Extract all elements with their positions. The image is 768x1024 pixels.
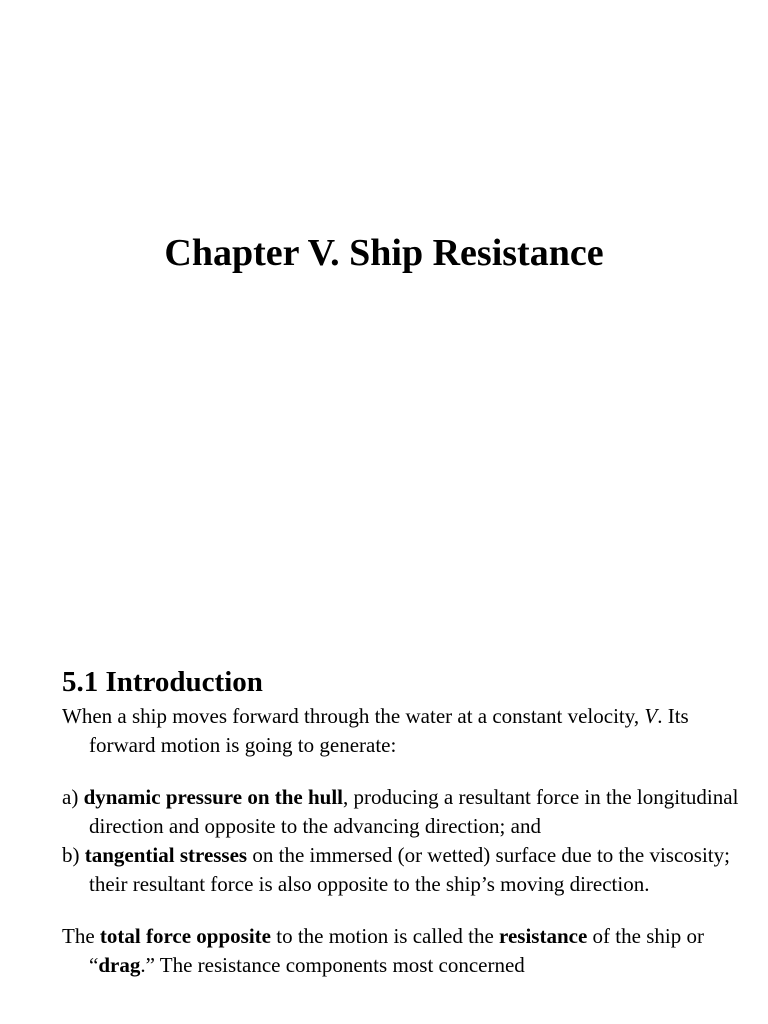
total-text-part4: .” The resistance components most concerned <box>140 953 525 977</box>
list-item-a-term: dynamic pressure on the hull <box>83 785 344 809</box>
list-item-a-text: , producing a resultant force in the longitudinal direction and opposite to the advancing direction; and <box>89 785 739 838</box>
chapter-title: Chapter V. Ship Resistance <box>164 232 604 274</box>
list-item-b-text: on the immersed (or wetted) surface due to the viscosity; their resultant force is also opposite to the ship’s moving direction. <box>89 843 730 896</box>
intro-text-part1: When a ship moves forward through the water at a constant velocity, <box>62 704 645 728</box>
list-item-b <box>62 841 742 899</box>
resistance-term: resistance <box>499 924 588 948</box>
list-marker-a: a) <box>62 785 84 809</box>
total-text-part3: of the ship or “ <box>89 924 704 977</box>
intro-paragraph <box>62 702 742 760</box>
list-item-b-term: tangential stresses <box>84 843 248 867</box>
intro-text-part2: . Its forward motion is going to generate: <box>89 704 689 757</box>
velocity-variable: V <box>644 704 658 728</box>
list-item-a <box>62 783 742 841</box>
total-text-part2: to the motion is called the <box>270 924 500 948</box>
section-heading: 5.1 Introduction <box>62 666 263 698</box>
section-introduction <box>62 664 742 980</box>
total-force-paragraph <box>62 922 742 980</box>
drag-term: drag <box>98 953 141 977</box>
list-marker-b: b) <box>62 843 85 867</box>
total-text-part1: The <box>62 924 100 948</box>
total-force-term: total force opposite <box>99 924 271 948</box>
